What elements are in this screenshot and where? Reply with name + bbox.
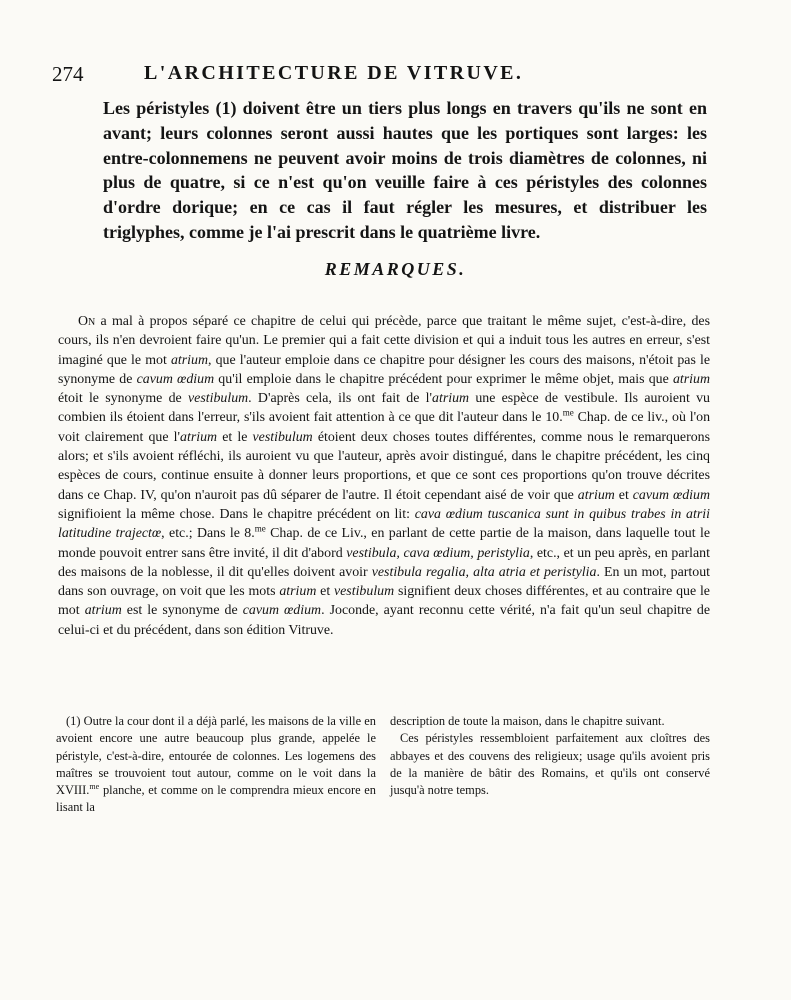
footnote-1-second-paragraph: Ces péristyles ressembloient parfaitement aux cloîtres des abbayes et des couvens des religieux; usage qu'ils avoient pris de la manière de bâtir des Romains, et qu'ils ont conservé jusqu'à notre temps. [390,731,710,798]
page-number: 274 [52,62,84,86]
lead-word: On [78,314,96,329]
page-header [52,62,752,96]
remarks-heading: REMARQUES. [324,259,467,279]
footnote-column-left [56,713,376,817]
running-title: L'ARCHITECTURE DE VITRUVE. [144,62,524,84]
footnote-1: (1) Outre la cour dont il a déjà parlé, les maisons de la ville en avoient encore une autre beaucoup plus grande, appelée le péristyle, c'est-à-dire, entourée de colonnes. Les logemens des maîtres se trouvoient tout autour, comme on le voit dans la XVIII.$^{me}$ planche, et comme on le comprendra mieux encore en lisant la [56,714,376,815]
footnote-column-right [390,713,710,817]
footnotes [56,713,710,817]
remarks-body [58,312,710,640]
footnote-1-continued: description de toute la maison, dans le chapitre suivant. [390,714,665,728]
remarks-paragraph: On a mal à propos séparé ce chapitre de celui qui précède, parce que traitant le même sujet, c'est-à-dire, des cours, ils n'en devroient faire qu'un. Le premier qui a fait cette division et qui a induit tous les autres en erreur, s'est imaginé que le mot atrium, que l'auteur emploie dans ce chapitre pour désigner les cours des maisons, n'étoit pas le synonyme de cavum œdium qu'il emploie dans le chapitre précédent pour exprimer le même objet, mais que atrium étoit le synonyme de vestibulum. D'après cela, ils ont fait de l'atrium une espèce de vestibule. Ils auroient vu combien ils étoient dans l'erreur, s'ils avoient fait attention à ce que dit l'auteur dans le 10.$^{me}$ Chap. de ce liv., où l'on voit clairement que l'atrium et le vestibulum étoient deux choses toutes différentes, comme nous le remarquerons alors; et s'ils avoient réfléchi, ils auroient vu que l'auteur, après avoir distingué, dans le chapitre précédent, les cinq espèces de cours, continue ensuite à donner leurs proportions, et que ce sont ces proportions qu'on trouve décrites dans ce Chap. IV, qu'on n'auroit pas dû séparer de l'autre. Il étoit cependant aisé de voir que atrium et cavum œdium signifioient la même chose. Dans le chapitre précédent on lit: cava œdium tuscanica sunt in quibus trabes in atrii latitudine trajectœ, etc.; Dans le 8.$^{me}$ Chap. de ce Liv., en parlant de cette partie de la maison, dans laquelle tout le monde pouvoit entrer sans être invité, il dit d'abord vestibula, cava œdium, peristylia, etc., et un peu après, en parlant des maisons de la noblesse, il dit qu'elles doivent avoir vestibula regalia, alta atria et peristylia. En un mot, partout dans son ouvrage, on voit que les mots atrium et vestibulum signifient deux choses différentes, et au contraire que le mot atrium est le synonyme de cavum œdium. Joconde, ayant reconnu cette vérité, n'a fait qu'un seul chapitre de celui-ci et du précédent, dans son édition Vitruve. [58,314,711,638]
lead-paragraph: Les péristyles (1) doivent être un tiers plus longs en travers qu'ils ne sont en avant; leurs colonnes seront aussi hautes que les portiques sont larges: les entre-colonnemens ne peuvent avoir moins de trois diamètres de colonnes, ni plus de quatre, si ce n'est qu'on veuille faire à ces péristyles des colonnes d'ordre dorique; en ce cas il faut régler les mesures, et distribuer les triglyphes, comme je l'ai prescrit dans le quatrième livre. [103,98,707,242]
